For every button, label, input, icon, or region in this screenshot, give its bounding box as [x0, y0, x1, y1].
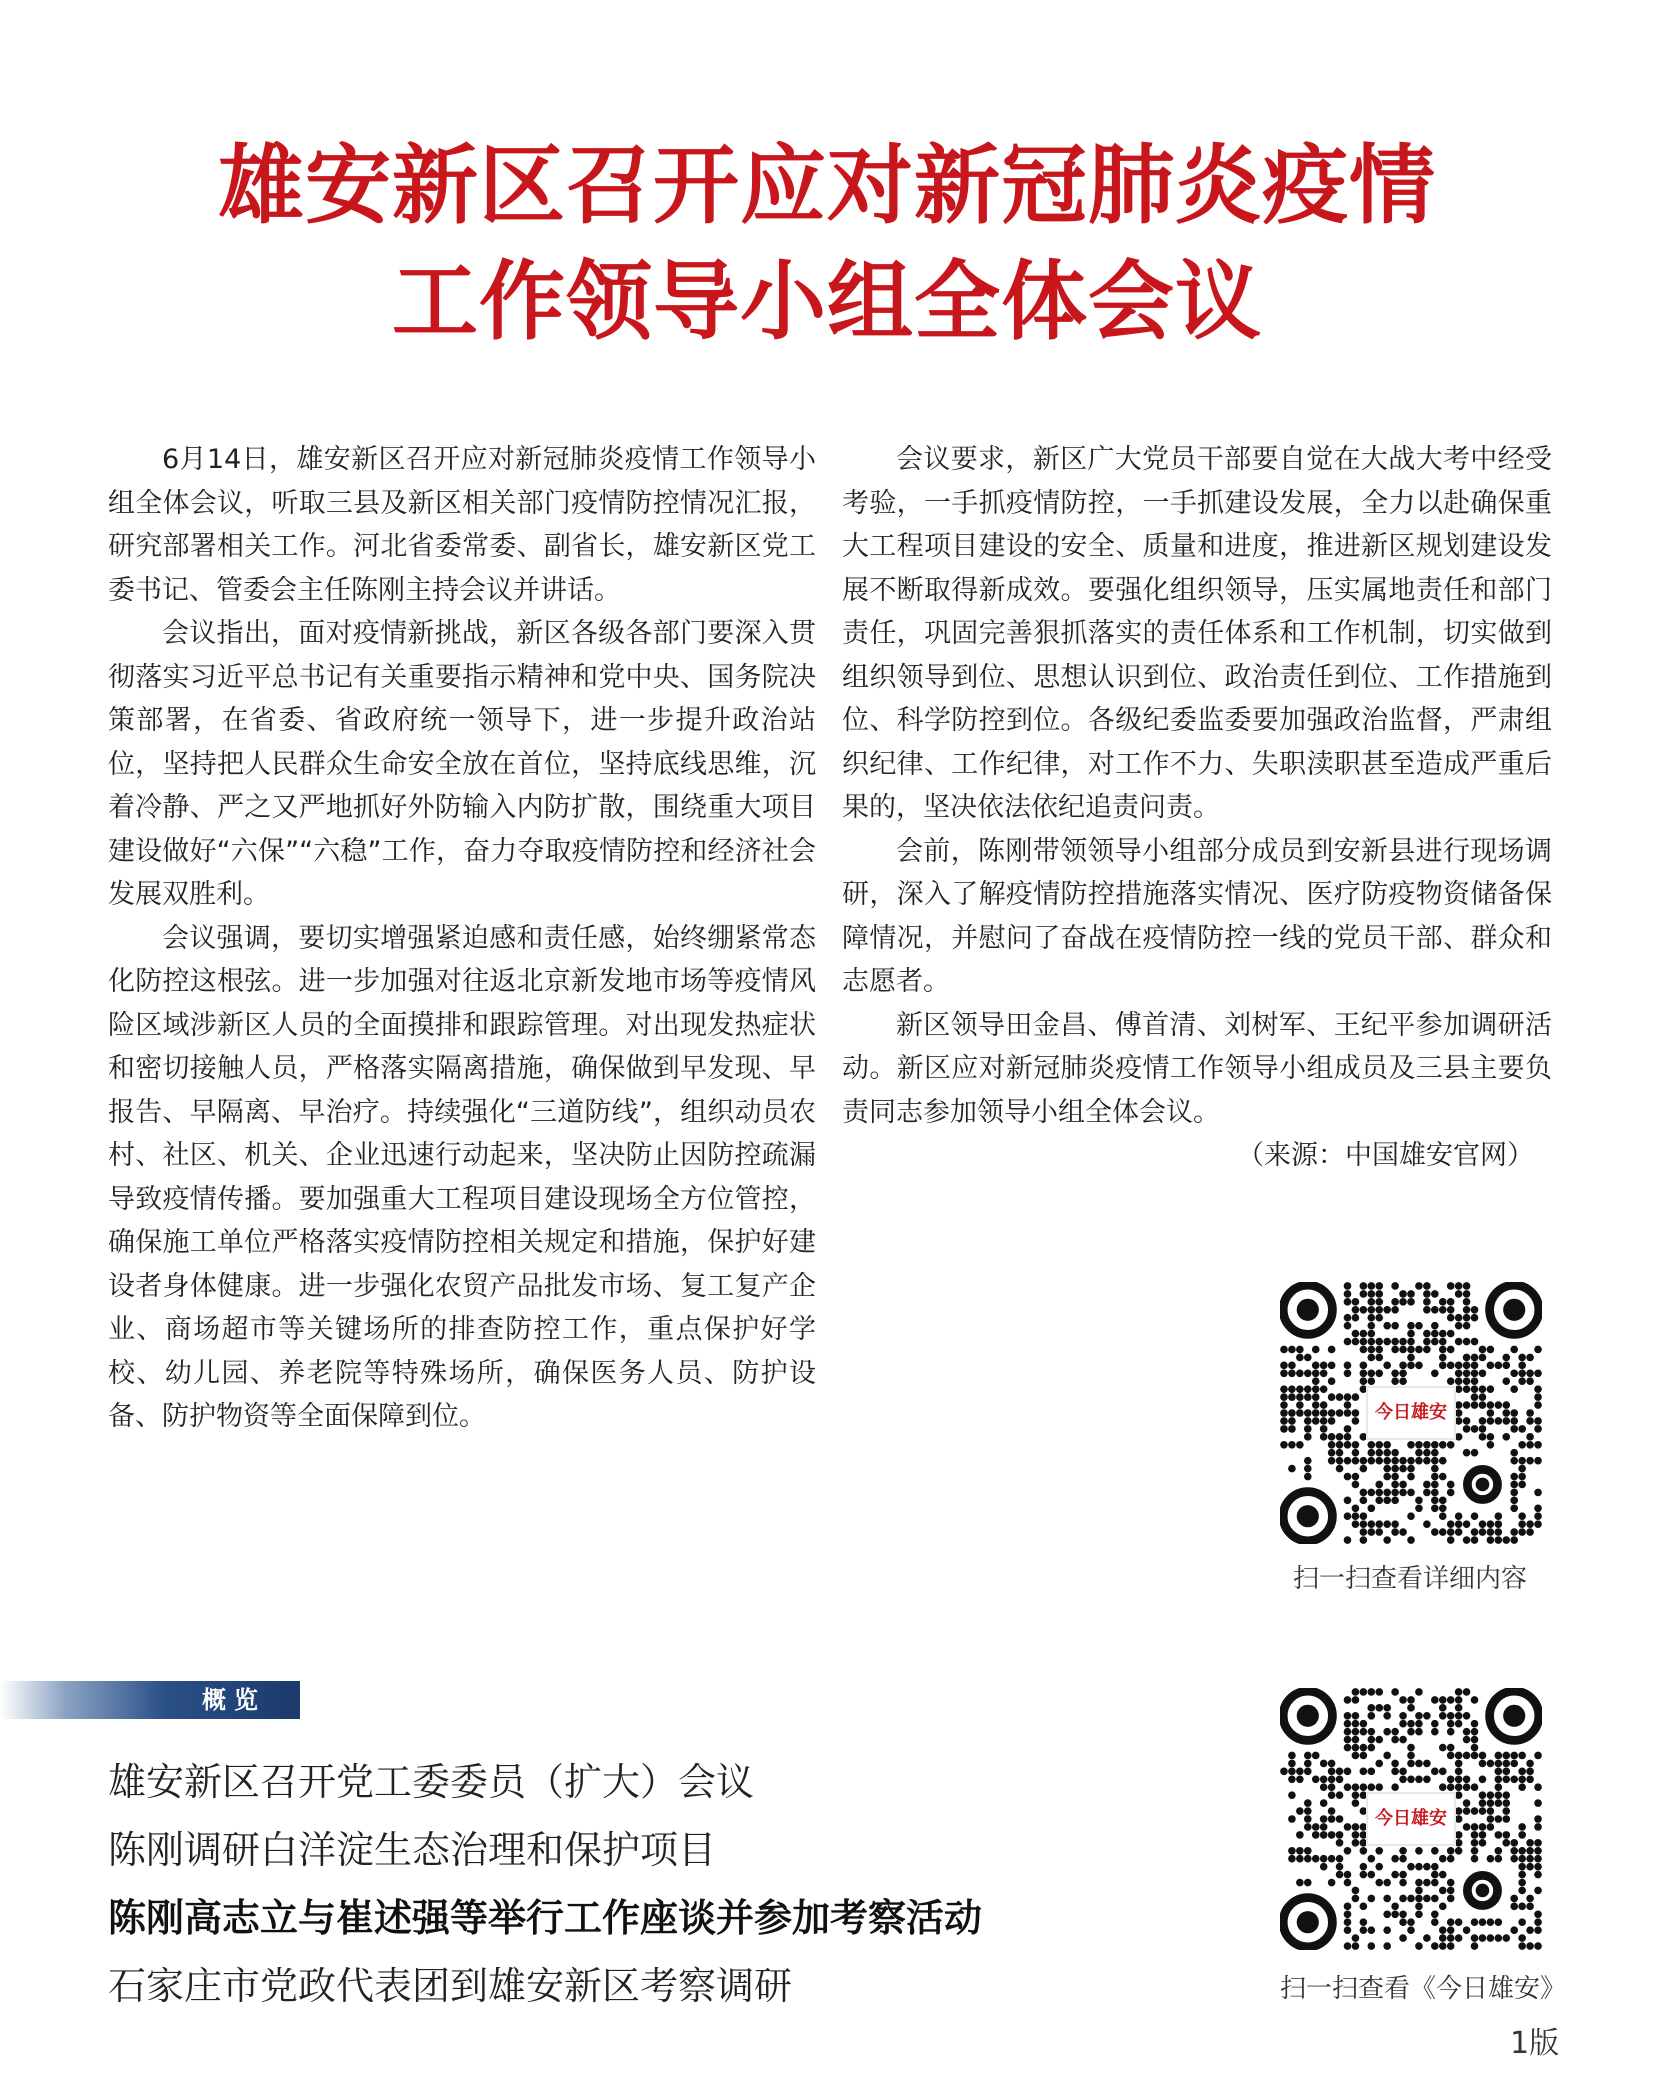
overview-item[interactable]: 陈刚高志立与崔述强等举行工作座谈并参加考察活动	[108, 1896, 983, 1940]
page-number: 1版	[1510, 2026, 1560, 2061]
overview-item[interactable]: 石家庄市党政代表团到雄安新区考察调研	[108, 1964, 793, 2008]
paragraph: 会前，陈刚带领领导小组部分成员到安新县进行现场调研，深入了解疫情防控措施落实情况、医疗防疫物资储备保障情况，并慰问了奋战在疫情防控一线的党员干部、群众和志愿者。	[842, 835, 1552, 997]
paragraph: 会议强调，要切实增强紧迫感和责任感，始终绷紧常态化防控这根弦。进一步加强对往返北京新发地市场等疫情风险区域涉新区人员的全面摸排和跟踪管理。对出现发热症状和密切接触人员，严格落实隔离措施，确保做到早发现、早报告、早隔离、早治疗。持续强化“三道防线”，组织动员农村、社区、机关、企业迅速行动起来，坚决防止因防控疏漏导致疫情传播。要加强重大工程项目建设现场全方位管控，确保施工单位严格落实疫情防控相关规定和措施，保护好建设者身体健康。进一步强化农贸产品批发市场、复工复产企业、商场超市等关键场所的排查防控工作，重点保护好学校、幼儿园、养老院等特殊场所，确保医务人员、防护设备、防护物资等全面保障到位。	[108, 922, 816, 1432]
article-column-right	[842, 438, 1552, 1178]
paragraph: 会议指出，面对疫情新挑战，新区各级各部门要深入贯彻落实习近平总书记有关重要指示精神和党中央、国务院决策部署，在省委、省政府统一领导下，进一步提升政治站位，坚持把人民群众生命安全放在首位，坚持底线思维，沉着冷静、严之又严地抓好外防输入内防扩散，围绕重大项目建设做好“六保”“六稳”工作，奋力夺取疫情防控和经济社会发展双胜利。	[108, 618, 816, 910]
headline-line-1: 雄安新区召开应对新冠肺炎疫情	[218, 135, 1436, 236]
overview-label: 概览	[202, 1686, 266, 1714]
overview-list	[108, 1748, 982, 2020]
article-column-left	[108, 438, 816, 1439]
headline-line-2: 工作领导小组全体会议	[392, 251, 1262, 352]
qr-code-publication[interactable]	[1280, 1688, 1542, 1950]
qr-caption-detail: 扫一扫查看详细内容	[1293, 1564, 1528, 1594]
qr-code-detail[interactable]	[1280, 1282, 1542, 1544]
headline	[0, 128, 1654, 360]
paragraph: 会议要求，新区广大党员干部要自觉在大战大考中经受考验，一手抓疫情防控，一手抓建设发展，全力以赴确保重大工程项目建设的安全、质量和进度，推进新区规划建设发展不断取得新成效。要强化组织领导，压实属地责任和部门责任，巩固完善狠抓落实的责任体系和工作机制，切实做到组织领导到位、思想认识到位、政治责任到位、工作措施到位、科学防控到位。各级纪委监委要加强政治监督，严肃组织纪律、工作纪律，对工作不力、失职渎职甚至造成严重后果的，坚决依法依纪追责问责。	[842, 444, 1552, 823]
qr-logo: 今日雄安	[1366, 1792, 1456, 1846]
qr-logo: 今日雄安	[1366, 1386, 1456, 1440]
paragraph: 6月14日，雄安新区召开应对新冠肺炎疫情工作领导小组全体会议，听取三县及新区相关部门疫情防控情况汇报，研究部署相关工作。河北省委常委、副省长，雄安新区党工委书记、管委会主任陈刚主持会议并讲话。	[108, 444, 816, 606]
paragraph: 新区领导田金昌、傅首清、刘树军、王纪平参加调研活动。新区应对新冠肺炎疫情工作领导小组成员及三县主要负责同志参加领导小组全体会议。	[842, 1009, 1552, 1128]
overview-item[interactable]: 陈刚调研白洋淀生态治理和保护项目	[108, 1828, 717, 1872]
overview-item[interactable]: 雄安新区召开党工委委员（扩大）会议	[108, 1760, 755, 1804]
article-source: （来源：中国雄安官网）	[1237, 1140, 1534, 1171]
qr-caption-publication: 扫一扫查看《今日雄安》	[1280, 1974, 1567, 2004]
